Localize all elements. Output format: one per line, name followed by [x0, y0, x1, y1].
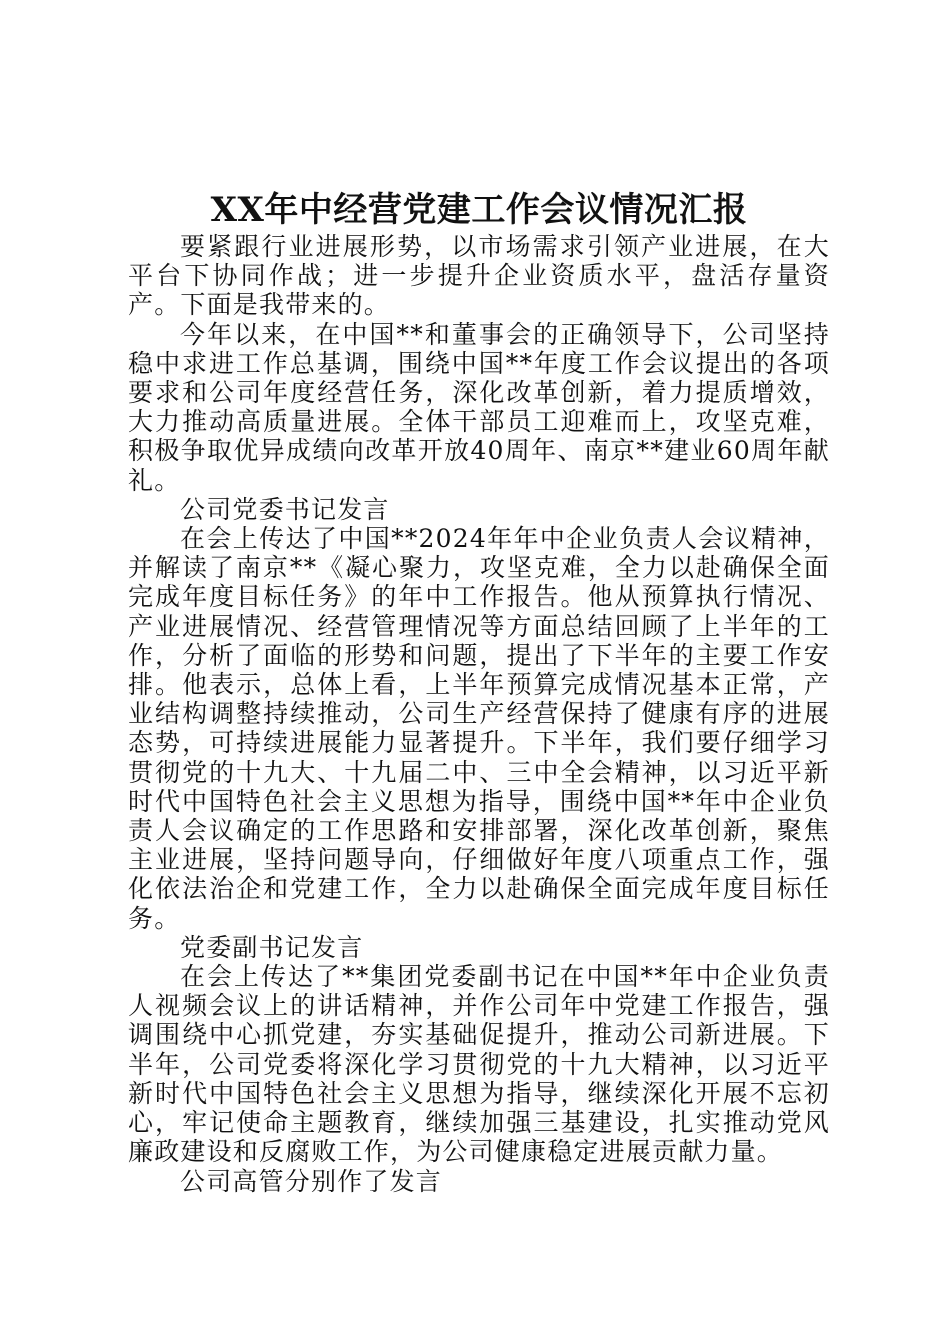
section-heading: 公司党委书记发言	[180, 494, 390, 524]
document-body	[128, 232, 830, 1196]
section-heading: 公司高管分别作了发言	[180, 1166, 443, 1196]
body-paragraph: 今年以来，在中国**和董事会的正确领导下，公司坚持稳中求进工作总基调，围绕中国**年度工作会议提出的各项要求和公司年度经营任务，深化改革创新，着力提质增效，大力推动高质量进展。全体干部员工迎难而上，攻坚克难，积极争取优异成绩向改革开放40周年、南京**建业60周年献礼。	[128, 319, 830, 495]
body-paragraph: 在会上传达了**集团党委副书记在中国**年中企业负责人视频会议上的讲话精神，并作公司年中党建工作报告，强调围绕中心抓党建，夯实基础促提升，推动公司新进展。下半年，公司党委将深化学习贯彻党的十九大精神，以习近平新时代中国特色社会主义思想为指导，继续深化开展不忘初心，牢记使命主题教育，继续加强三基建设，扎实推动党风廉政建设和反腐败工作，为公司健康稳定进展贡献力量。	[128, 962, 830, 1167]
document-page	[128, 188, 830, 1196]
document-title: XX年中经营党建工作会议情况汇报	[210, 190, 748, 230]
body-paragraph: 在会上传达了中国**2024年年中企业负责人会议精神，并解读了南京**《凝心聚力，攻坚克难，全力以赴确保全面完成年度目标任务》的年中工作报告。他从预算执行情况、产业进展情况、经营管理情况等方面总结回顾了上半年的工作，分析了面临的形势和问题，提出了下半年的主要工作安排。他表示，总体上看，上半年预算完成情况基本正常，产业结构调整持续推动，公司生产经营保持了健康有序的进展态势，可持续进展能力显著提升。下半年，我们要仔细学习贯彻党的十九大、十九届二中、三中全会精神，以习近平新时代中国特色社会主义思想为指导，围绕中国**年中企业负责人会议确定的工作思路和安排部署，深化改革创新，聚焦主业进展，坚持问题导向，仔细做好年度八项重点工作，强化依法治企和党建工作，全力以赴确保全面完成年度目标任务。	[128, 524, 830, 933]
body-paragraph: 要紧跟行业进展形势，以市场需求引领产业进展，在大平台下协同作战；进一步提升企业资质水平，盘活存量资产。下面是我带来的。	[128, 232, 830, 320]
section-heading: 党委副书记发言	[180, 932, 364, 962]
